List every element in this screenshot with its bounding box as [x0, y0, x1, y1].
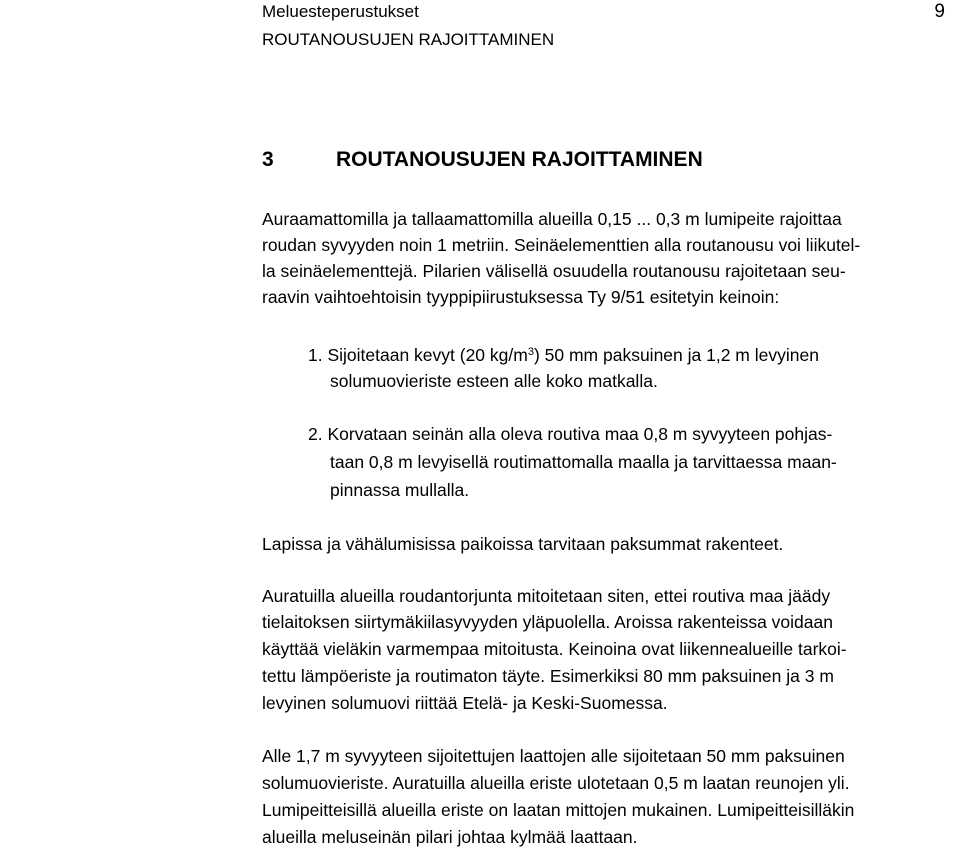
section-number: 3 [262, 148, 274, 171]
text-line: Lumipeitteisillä alueilla eriste on laatan mittojen mukainen. Lumipeitteisilläkin [262, 800, 855, 820]
text-line: roudan syvyyden noin 1 metriin. Seinäelementtien alla routanousu voi liikutel- [262, 235, 861, 255]
text-line: raavin vaihtoehtoisin tyyppipiirustuksessa Ty 9/51 esitetyin keinoin: [262, 287, 780, 307]
text-line: Auratuilla alueilla roudantorjunta mitoitetaan siten, ettei routiva maa jäädy [262, 586, 831, 606]
text-line: solumuovieriste esteen alle koko matkalla. [330, 371, 658, 391]
text-span: 1. Sijoitetaan kevyt (20 kg/m [308, 345, 528, 365]
text-line: solumuovieriste. Auratuilla alueilla eriste ulotetaan 0,5 m laatan reunojen yli. [262, 773, 850, 793]
text-line: levyinen solumuovi riittää Etelä- ja Keski-Suomessa. [262, 693, 668, 713]
document-title: Meluesteperustukset [262, 2, 419, 21]
text-line: tettu lämpöeriste ja routimaton täyte. Esimerkiksi 80 mm paksuinen ja 3 m [262, 666, 834, 686]
page-number: 9 [934, 1, 945, 22]
text-line: Auraamattomilla ja tallaamattomilla alueilla 0,15 ... 0,3 m lumipeite rajoittaa [262, 209, 842, 229]
paragraph-2: Lapissa ja vähälumisissa paikoissa tarvitaan paksummat rakenteet. [262, 534, 784, 554]
text-line: käyttää vieläkin varmempaa mitoitusta. Keinoina ovat liikennealueille tarkoi- [262, 639, 847, 659]
text-line: Alle 1,7 m syvyyteen sijoitettujen laattojen alle sijoitetaan 50 mm paksuinen [262, 746, 845, 766]
chapter-title: ROUTANOUSUJEN RAJOITTAMINEN [262, 30, 555, 49]
section-title: ROUTANOUSUJEN RAJOITTAMINEN [336, 148, 703, 171]
text-line: taan 0,8 m levyisellä routimattomalla maalla ja tarvittaessa maan- [330, 452, 837, 472]
text-line: 2. Korvataan seinän alla oleva routiva maa 0,8 m syvyyteen pohjas- [308, 424, 833, 444]
text-span: ) 50 mm paksuinen ja 1,2 m levyinen [533, 345, 819, 365]
text-line: la seinäelementtejä. Pilarien välisellä osuudella routanousu rajoitetaan seu- [262, 261, 846, 281]
superscript: 3 [527, 346, 534, 358]
text-line: tielaitoksen siirtymäkiilasyvyyden yläpuolella. Aroissa rakenteissa voidaan [262, 612, 833, 632]
text-line [308, 345, 819, 365]
text-line: alueilla meluseinän pilari johtaa kylmää laattaan. [262, 827, 638, 847]
text-line: pinnassa mullalla. [330, 480, 470, 500]
